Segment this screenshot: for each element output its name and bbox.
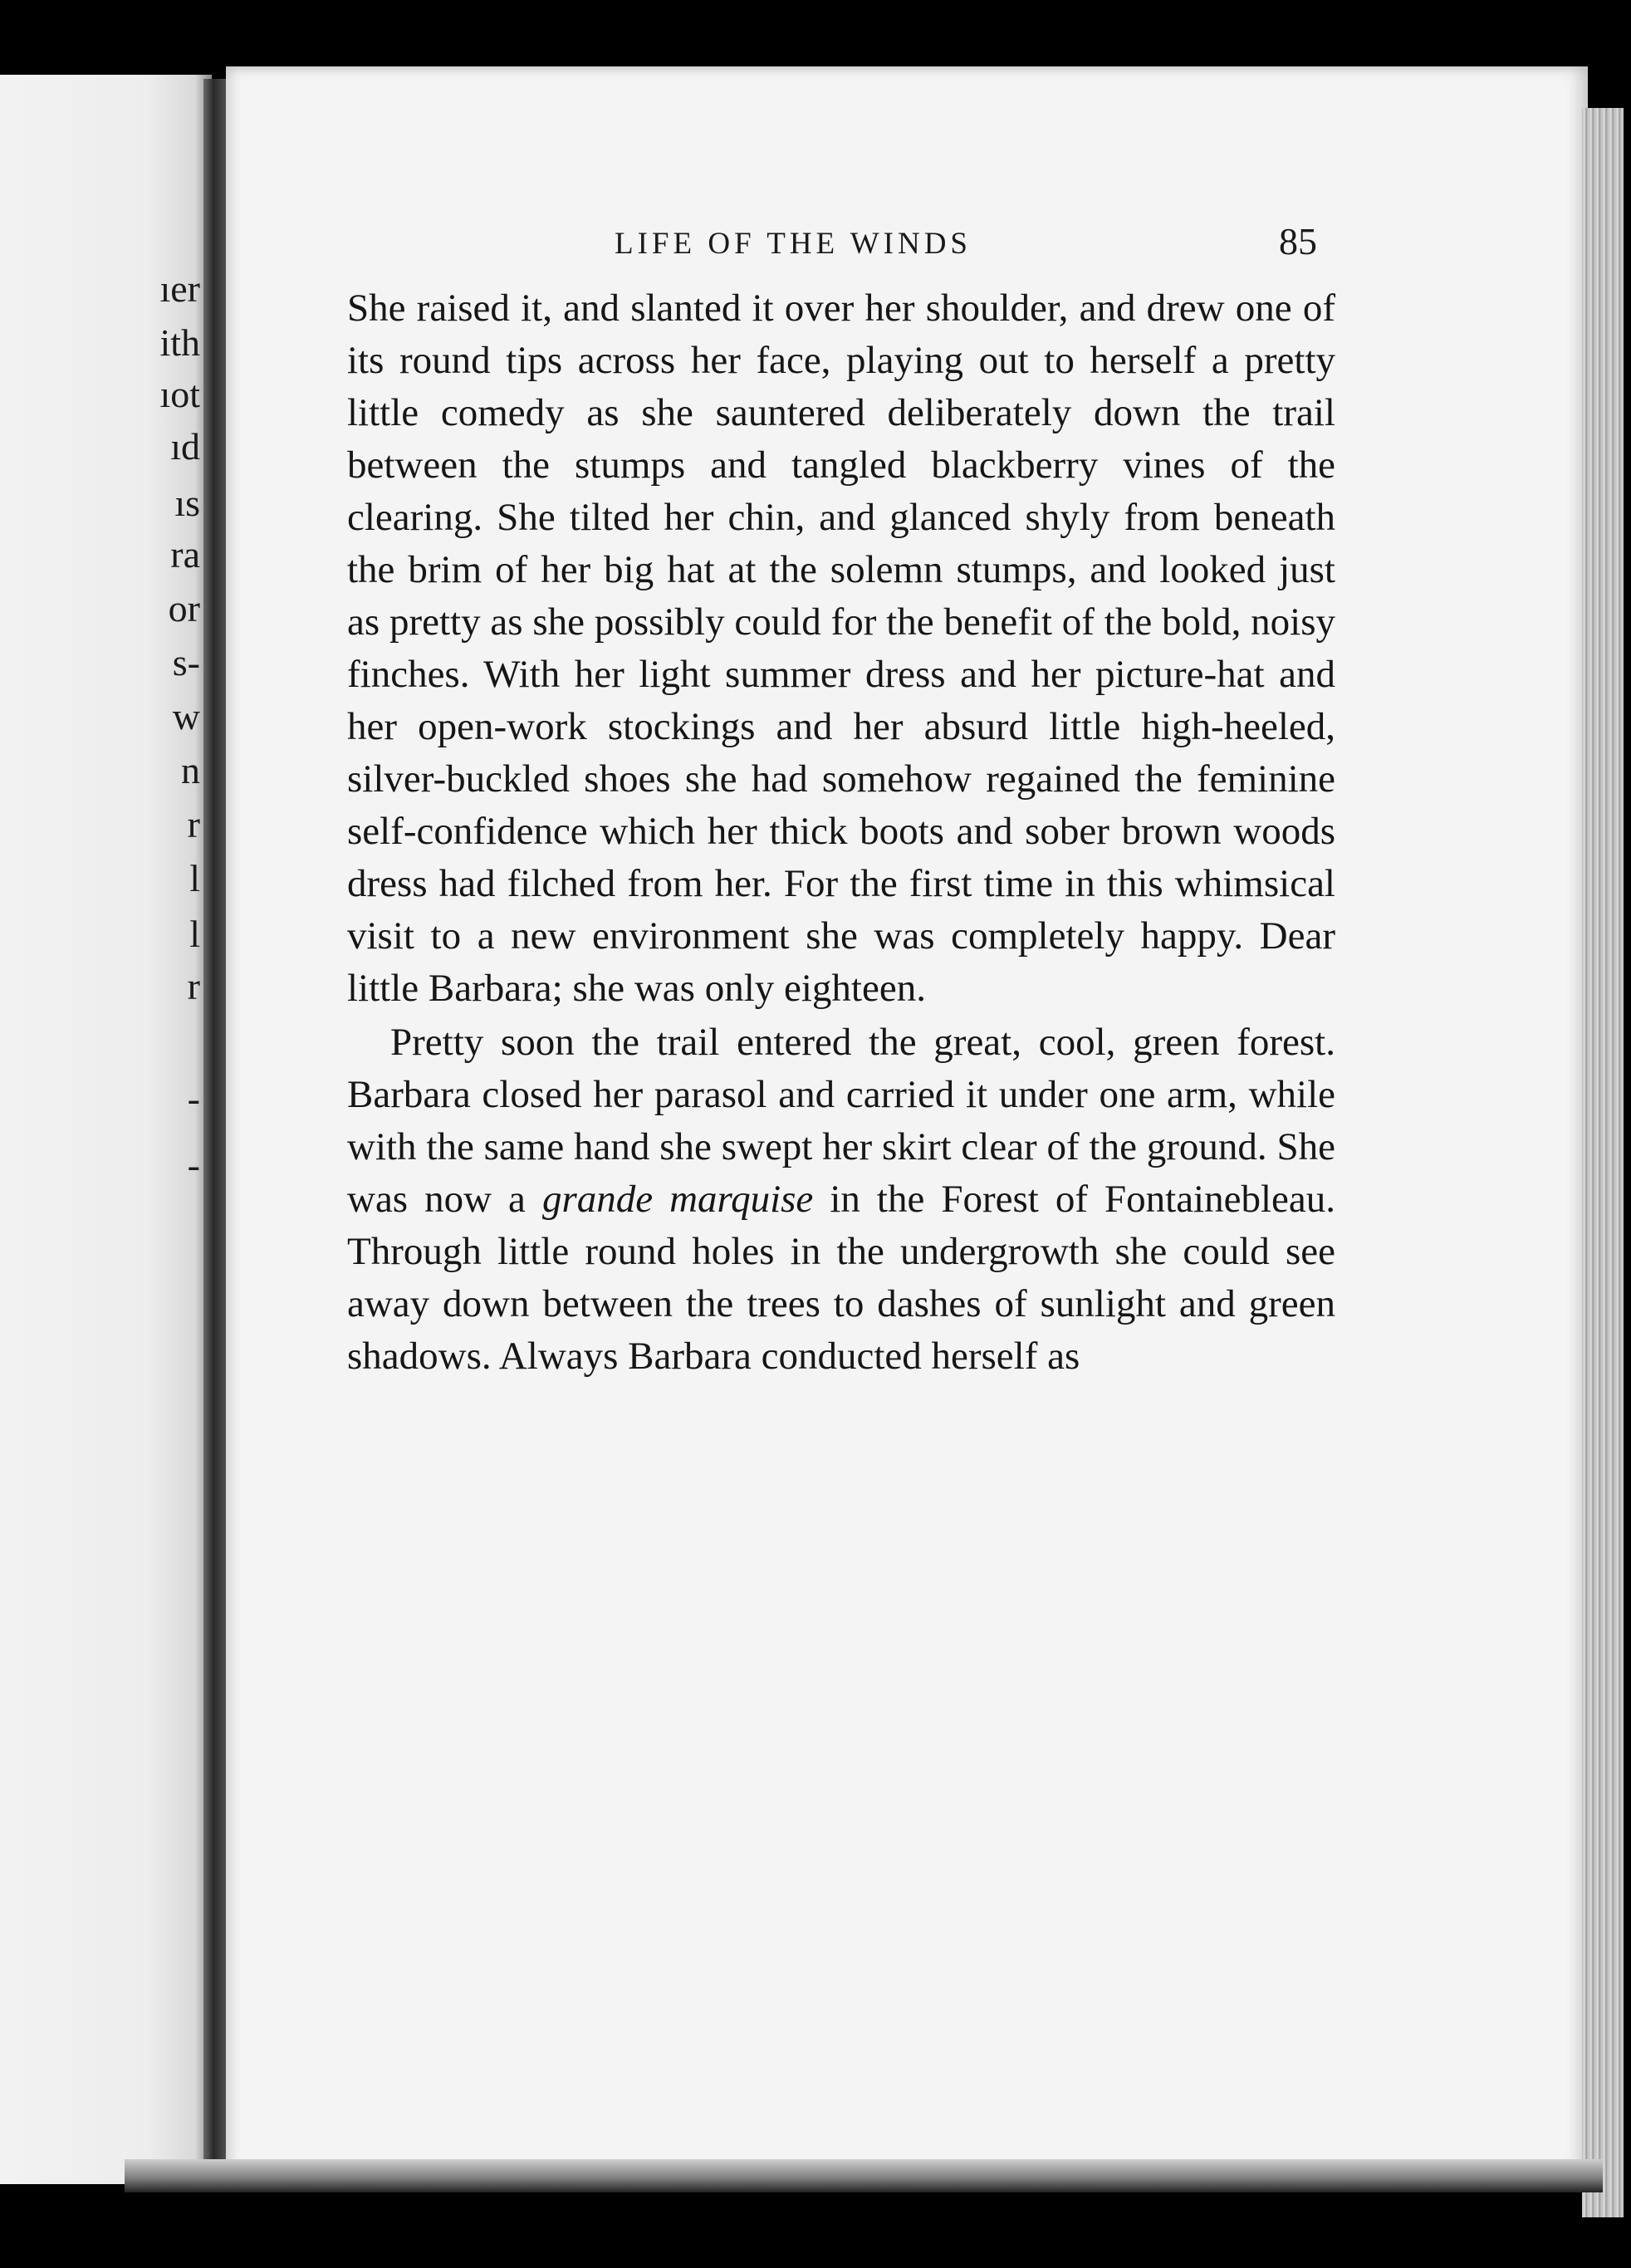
left-page-fragment: ith xyxy=(159,321,200,364)
left-page-fragment: l xyxy=(189,913,200,955)
left-page-fragment: - xyxy=(187,1077,200,1119)
left-page-fragment: ıs xyxy=(174,482,200,524)
page-edges xyxy=(1582,108,1624,2217)
left-page-fragment: ıer xyxy=(159,267,200,310)
running-head: LIFE OF THE WINDS xyxy=(615,227,972,261)
page-number: 85 xyxy=(1279,220,1317,262)
paragraph-2-text-a: Pretty soon the trail entered the great, cool, green forest. Barbara closed her parasol and carried it under one arm, while with the same hand she swept her skirt clear of the ground. She was now a xyxy=(347,1021,1335,1221)
book-gutter xyxy=(203,79,228,2172)
left-page-fragment: or xyxy=(168,587,200,629)
left-page-fragment: ıot xyxy=(159,373,200,415)
left-page-fragment: r xyxy=(187,803,200,845)
paragraph-2-text-b: in the Forest of Fontainebleau. Through little round holes in the undergrowth she could see away down between the trees to dashes of sunlight and green shadows. Always Barbara conducted herself as xyxy=(347,1178,1335,1378)
left-page-fragment: s- xyxy=(172,641,200,683)
left-page xyxy=(0,75,212,2184)
paragraph-1-text: She raised it, and slanted it over her shoulder, and drew one of its round tips across her face, playing out to herself a pretty little comedy as she sauntered deliberately down the trail between the stumps and tangled blackberry vines of the clearing. She tilted her chin, and glanced shyly from beneath the brim of her big hat at the solemn stumps, and looked just as pretty as she possibly could for the benefit of the bold, noisy finches. With her light summer dress and her picture-hat and her open-work stockings and her absurd little high-heeled, silver-buckled shoes she had somehow regained the feminine self-confidence which her thick boots and sober brown woods dress had filched from her. For the first time in this whimsical visit to a new environment she was completely happy. Dear little Barbara; she was only eighteen. xyxy=(347,287,1335,1010)
left-page-fragment: l xyxy=(189,857,200,899)
bottom-page-edge xyxy=(125,2159,1603,2192)
paragraph-2 xyxy=(347,1016,1335,1383)
left-page-fragment: w xyxy=(172,695,200,737)
left-page-fragment: ra xyxy=(170,533,200,576)
italic-phrase: grande marquise xyxy=(541,1178,814,1221)
left-page-fragment: - xyxy=(187,1144,200,1186)
body-text xyxy=(347,282,1335,1383)
left-page-fragment: n xyxy=(181,749,200,791)
left-page-fragment: ıd xyxy=(170,425,200,468)
paragraph-1 xyxy=(347,282,1335,1015)
left-page-fragment: r xyxy=(187,965,200,1007)
